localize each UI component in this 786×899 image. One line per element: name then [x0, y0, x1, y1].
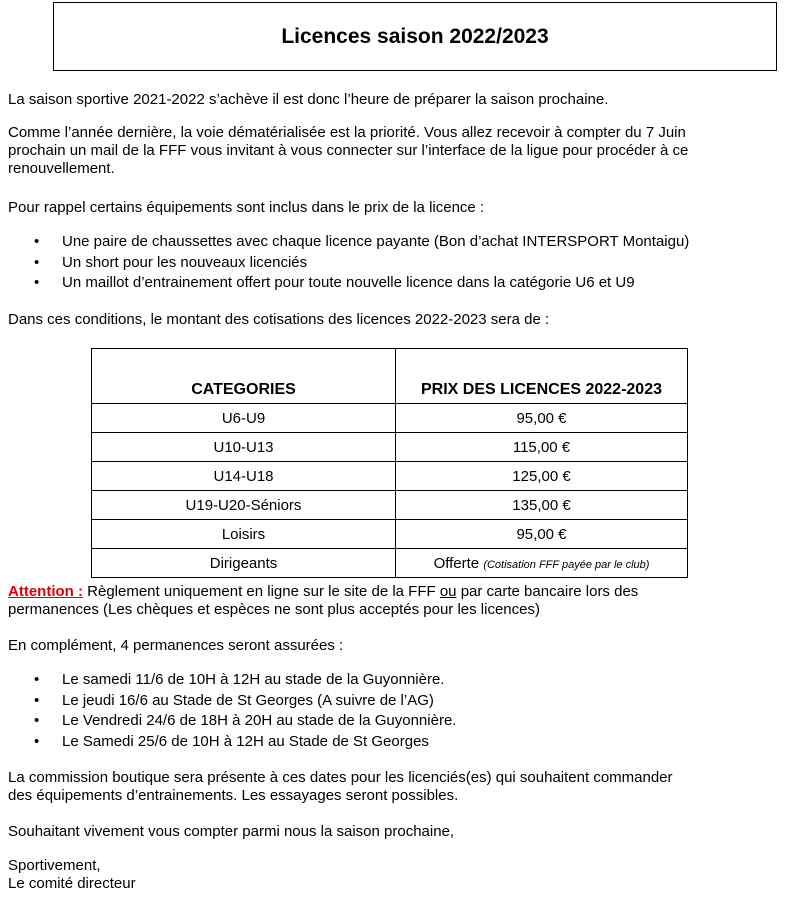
price-cell: 95,00 €: [396, 404, 688, 433]
paragraph-line: La commission boutique sera présente à ces dates pour les licenciés(es) qui souhaitent commander: [8, 769, 673, 786]
paragraph-line: prochain un mail de la FFF vous invitant à vous connecter sur l’interface de la ligue pour procéder à ce: [8, 142, 689, 159]
pricing-intro: Dans ces conditions, le montant des cotisations des licences 2022-2023 sera de :: [8, 311, 550, 328]
price-cell: 115,00 €: [396, 433, 688, 462]
price-cell: 135,00 €: [396, 491, 688, 520]
attention-label: Attention :: [8, 583, 83, 600]
attention-or: ou: [439, 583, 457, 600]
dematerialized-paragraph: [8, 124, 770, 178]
bullet-icon: •: [34, 671, 40, 688]
page-title: Licences saison 2022/2023: [281, 24, 549, 48]
column-header-categories: CATEGORIES: [92, 349, 396, 404]
list-item: • Un short pour les nouveaux licenciés: [0, 253, 786, 274]
price-cell: 95,00 €: [396, 520, 688, 549]
list-item: • Le samedi 11/6 de 10H à 12H au stade de la Guyonnière.: [0, 670, 786, 691]
signoff: [8, 857, 770, 893]
table-row: [92, 491, 688, 520]
category-cell: U6-U9: [92, 404, 396, 433]
bullet-icon: •: [34, 712, 40, 729]
bullet-icon: •: [34, 732, 40, 750]
intro-paragraph: La saison sportive 2021-2022 s’achève il est donc l’heure de préparer la saison prochaine.: [8, 91, 609, 108]
paragraph-line: Comme l’année dernière, la voie dématérialisée est la priorité. Vous allez recevoir à compter du 7 Juin: [8, 124, 686, 141]
equipment-list: [0, 232, 786, 294]
permanences-intro: En complément, 4 permanences seront assurées :: [8, 637, 344, 654]
price-cell: [396, 549, 688, 578]
attention-line-2: permanences (Les chèques et espèces ne sont plus acceptés pour les licences): [8, 601, 540, 618]
bullet-icon: •: [34, 274, 40, 291]
price-cell: 125,00 €: [396, 462, 688, 491]
signoff-signature: Le comité directeur: [8, 875, 136, 892]
paragraph-line: renouvellement.: [8, 160, 115, 177]
table-header-row: [92, 349, 688, 404]
boutique-paragraph: [8, 769, 770, 805]
list-item: • Le jeudi 16/6 au Stade de St Georges (A suivre de l’AG): [0, 691, 786, 712]
list-item: • Le Samedi 25/6 de 10H à 12H au Stade de St Georges: [0, 732, 786, 753]
category-cell: U14-U18: [92, 462, 396, 491]
bullet-icon: •: [34, 691, 40, 709]
price-value: Offerte: [433, 554, 480, 572]
permanences-list: [0, 670, 786, 752]
category-cell: Dirigeants: [92, 549, 396, 578]
table-row: [92, 549, 688, 578]
table-row: [92, 404, 688, 433]
paragraph-line: des équipements d’entrainements. Les essayages seront possibles.: [8, 787, 459, 804]
bullet-icon: •: [34, 233, 40, 250]
price-table: [91, 348, 688, 578]
column-header-prices: PRIX DES LICENCES 2022-2023: [396, 349, 688, 404]
table-row: [92, 462, 688, 491]
table-row: [92, 520, 688, 549]
list-item: • Un maillot d’entrainement offert pour toute nouvelle licence dans la catégorie U6 et U9: [0, 273, 786, 294]
signoff-line: Sportivement,: [8, 857, 101, 874]
attention-text-b: par carte bancaire lors des: [456, 583, 639, 600]
attention-paragraph: [8, 583, 770, 619]
bullet-icon: •: [34, 253, 40, 271]
list-item: • Une paire de chaussettes avec chaque licence payante (Bon d’achat INTERSPORT Montaigu): [0, 232, 786, 253]
title-box: [53, 2, 777, 71]
category-cell: U10-U13: [92, 433, 396, 462]
equipment-intro: Pour rappel certains équipements sont inclus dans le prix de la licence :: [8, 199, 485, 216]
table-row: [92, 433, 688, 462]
price-note: (Cotisation FFF payée par le club): [483, 558, 650, 571]
list-item: • Le Vendredi 24/6 de 18H à 20H au stade de la Guyonnière.: [0, 711, 786, 732]
category-cell: Loisirs: [92, 520, 396, 549]
attention-text-a: Règlement uniquement en ligne sur le site de la FFF: [82, 583, 440, 600]
category-cell: U19-U20-Séniors: [92, 491, 396, 520]
closing-paragraph: Souhaitant vivement vous compter parmi nous la saison prochaine,: [8, 823, 455, 840]
